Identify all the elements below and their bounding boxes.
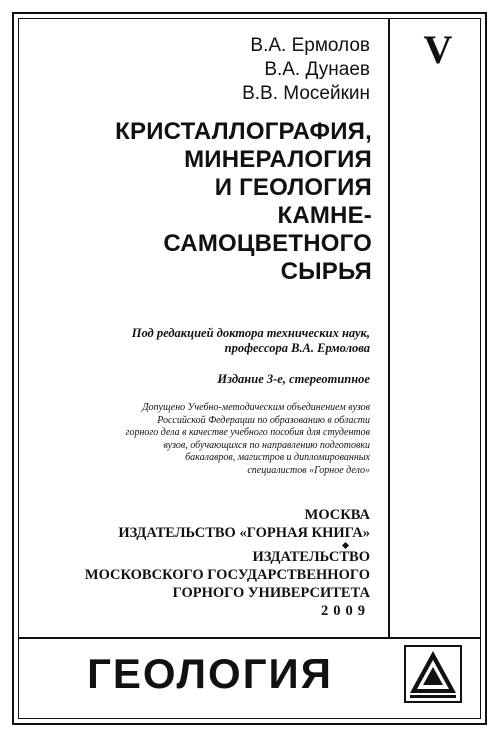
publisher-city: МОСКВА	[304, 507, 370, 523]
book-title	[40, 118, 372, 286]
author-1: В.А. Ермолов	[250, 35, 370, 56]
publisher-house-2-line-2: МОСКОВСКОГО ГОСУДАРСТВЕННОГО	[84, 567, 370, 583]
title-line-2: МИНЕРАЛОГИЯ	[184, 146, 372, 173]
publisher-house-1: ИЗДАТЕЛЬСТВО «ГОРНАЯ КНИГА»	[118, 525, 370, 541]
approval-line-3: горного дела в качестве учебного пособия для студентов	[125, 427, 370, 438]
series-letter: V	[423, 27, 453, 72]
subject-heading: ГЕОЛОГИЯ	[87, 650, 333, 697]
publisher-house-2-line-1: ИЗДАТЕЛЬСТВО	[252, 549, 370, 565]
editor-line-1: Под редакцией доктора технических наук,	[131, 326, 370, 340]
approval-line-6: специалистов «Горное дело»	[247, 464, 370, 476]
edition-note: Издание 3-е, стереотипное	[217, 372, 370, 386]
approval-line-1: Допущено Учебно-методическим объединением вузов	[142, 402, 370, 413]
title-line-5: САМОЦВЕТНОГО	[163, 230, 372, 257]
author-2: В.А. Дунаев	[264, 59, 370, 80]
title-line-4: КАМНЕ-	[277, 202, 372, 229]
approval-line-2: Российской Федерации по образованию в области	[157, 414, 370, 426]
title-line-1: КРИСТАЛЛОГРАФИЯ,	[115, 118, 372, 145]
editor-line-2: профессора В.А. Ермолова	[224, 341, 370, 355]
title-line-6: СЫРЬЯ	[280, 258, 372, 285]
authors	[40, 34, 370, 106]
horizontal-divider	[18, 637, 481, 639]
publisher-block	[40, 506, 370, 620]
publication-year: 2009	[321, 603, 370, 619]
approval-note	[40, 402, 370, 477]
publisher-house-2-line-3: ГОРНОГО УНИВЕРСИТЕТА	[172, 585, 370, 601]
approval-line-5: бакалавров, магистров и дипломированных	[185, 452, 370, 463]
editor-note	[40, 326, 370, 356]
publisher-pyramid-logo-icon	[404, 645, 462, 703]
approval-line-4: вузов, обучающихся по направлению подготовки	[163, 439, 370, 451]
vertical-divider	[388, 18, 390, 638]
title-line-3: И ГЕОЛОГИЯ	[214, 174, 372, 201]
author-3: В.В. Мосейкин	[242, 83, 370, 104]
